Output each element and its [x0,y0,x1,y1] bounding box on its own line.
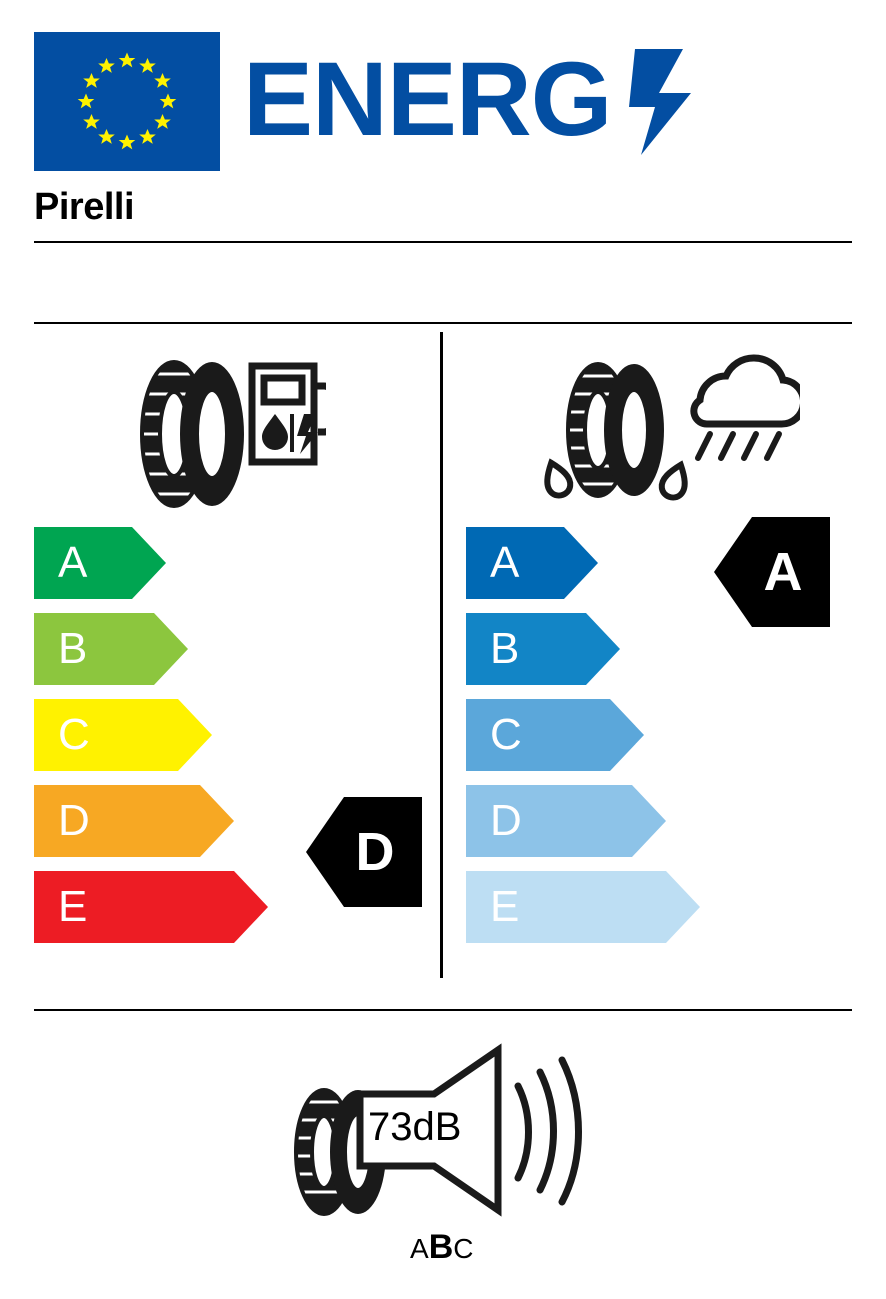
energ-wordmark [243,47,713,157]
noise-class-B-selected: B [428,1228,454,1266]
wet-grade-B-letter: B [490,624,520,673]
fuel-grade-C-letter: C [58,710,90,759]
fuel-grade-E-letter: E [58,882,88,931]
divider-vertical [440,332,443,978]
svg-text:ENERG: ENERG [243,47,612,157]
wet-grade-A-letter: A [490,538,520,587]
wet-grip-result-badge [714,517,830,627]
noise-class-C: C [453,1233,474,1264]
tyre-rain-cloud-icon [530,352,800,517]
fuel-efficiency-result-badge [306,797,422,907]
fuel-grade-A-arrow [34,527,166,599]
fuel-grade-B-letter: B [58,624,88,673]
wet-grade-A-arrow [466,527,598,599]
tyre-fuel-pump-icon [126,352,326,517]
noise-class-A: A [410,1233,429,1264]
fuel-efficiency-result-letter: D [355,822,395,882]
eu-flag-icon [34,32,220,171]
noise-class-row [410,1228,473,1267]
fuel-grade-D-letter: D [58,796,90,845]
noise-value: 73dB [368,1105,462,1149]
divider-under-brand [34,241,852,243]
divider-top-sections [34,322,852,324]
fuel-grade-A-letter: A [58,538,88,587]
wet-grade-C-letter: C [490,710,522,759]
wet-grade-E-letter: E [490,882,520,931]
divider-above-noise [34,1009,852,1011]
wet-grip-result-letter: A [763,542,803,602]
wet-grade-D-letter: D [490,796,522,845]
brand-name: Pirelli [34,186,134,228]
